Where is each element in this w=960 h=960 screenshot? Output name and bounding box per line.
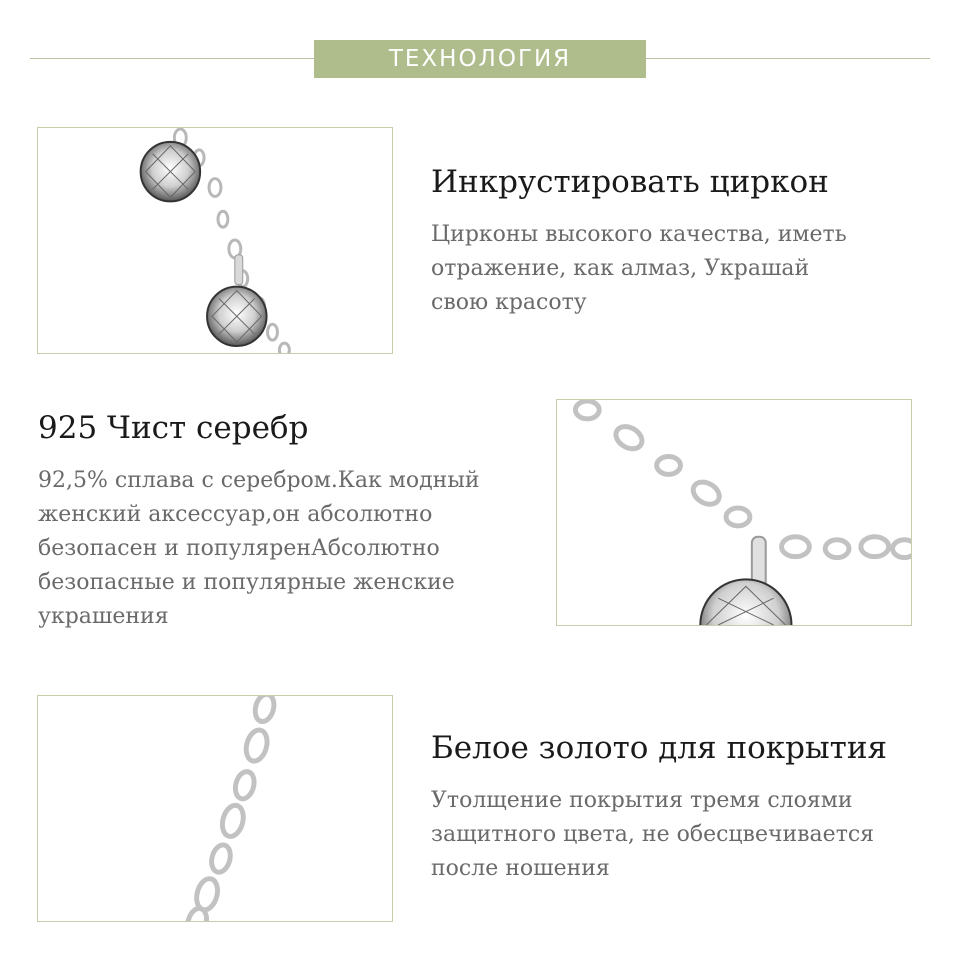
banner-rule-left [30,58,314,59]
section-2-description [38,464,480,634]
section-2-line: женский аксессуар,он абсолютно [38,502,433,527]
section-3-line: после ношения [431,856,610,881]
section-1-line: свою красоту [431,290,587,315]
section-3-line: защитного цвета, не обесцвечивается [431,822,875,847]
banner-rule-right [646,58,930,59]
section-3-title: Белое золото для покрытия [431,730,888,766]
section-2-line: безопасные и популярные женские [38,570,455,595]
section-2-line: безопасен и популяренАбсолютно [38,536,440,561]
section-2-title: 925 Чист серебр [38,410,309,446]
silver-chain-illustration [557,400,911,625]
section-2-line: украшения [38,604,169,629]
technology-banner [314,40,646,78]
silver-chain-photo [556,399,912,626]
zircon-pendant-photo [37,127,393,354]
white-gold-chain-illustration [38,696,392,921]
section-3-line: Утолщение покрытия тремя слоями [431,788,853,813]
section-2-line: 92,5% сплава с серебром.Как модный [38,468,480,493]
section-1-line: Цирконы высокого качества, иметь [431,222,847,247]
zircon-pendant-illustration [38,128,392,353]
banner-label: ТЕХНОЛОГИЯ [388,46,572,72]
section-1-title: Инкрустировать циркон [431,164,829,200]
section-1-description [431,218,847,320]
white-gold-chain-photo [37,695,393,922]
section-3-description [431,784,874,886]
section-1-line: отражение, как алмаз, Украшай [431,256,810,281]
